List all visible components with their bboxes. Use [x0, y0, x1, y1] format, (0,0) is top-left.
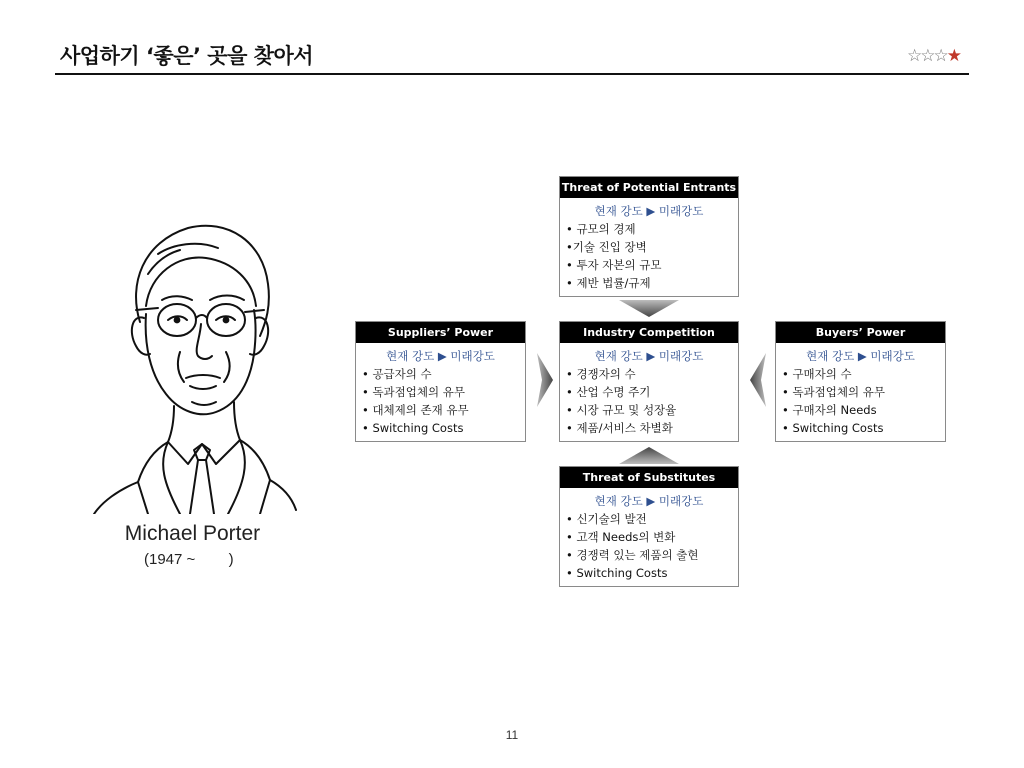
force-item: • 독과점업체의 유무	[782, 385, 885, 399]
force-item: • 경쟁력 있는 제품의 출현	[566, 548, 699, 562]
force-subtitle: 현재 강도 ▶ 미래강도	[386, 349, 495, 363]
force-item: • 제반 법률/규제	[566, 276, 651, 290]
force-box-buyers	[775, 321, 946, 442]
force-box-industry-competition	[559, 321, 739, 442]
force-box-suppliers	[355, 321, 526, 442]
person-years: (1947 ~ )	[144, 551, 234, 568]
arrow-up-icon	[619, 446, 679, 464]
force-subtitle: 현재 강도 ▶ 미래강도	[594, 349, 704, 363]
force-box-substitutes	[559, 466, 739, 587]
force-item: • Switching Costs	[566, 566, 668, 580]
force-item: • 투자 자본의 규모	[566, 258, 662, 272]
force-subtitle: 현재 강도 ▶ 미래강도	[594, 204, 704, 218]
star-empty-icon: ☆	[907, 46, 921, 66]
force-item: • 대체제의 존재 유무	[362, 403, 469, 417]
force-title: Threat of Potential Entrants	[560, 177, 738, 198]
force-item: • 공급자의 수	[362, 367, 432, 381]
page-number: 11	[505, 728, 519, 742]
slide-title: 사업하기 ‘좋은’ 곳을 찾아서	[60, 44, 314, 68]
star-empty-icon: ☆	[920, 46, 934, 66]
arrow-left-icon	[749, 353, 766, 407]
force-title: Industry Competition	[560, 322, 738, 343]
force-title: Suppliers’ Power	[356, 322, 525, 343]
force-item: • 경쟁자의 수	[566, 367, 636, 381]
force-item: •기술 진입 장벽	[566, 240, 647, 254]
title-divider	[55, 73, 969, 75]
force-item: • 구매자의 Needs	[782, 403, 877, 417]
star-filled-icon: ★	[946, 46, 960, 66]
force-subtitle: 현재 강도 ▶ 미래강도	[594, 494, 704, 508]
force-item: • Switching Costs	[782, 421, 884, 435]
force-item: • 신기술의 발전	[566, 512, 647, 526]
force-title: Buyers’ Power	[776, 322, 945, 343]
force-title: Threat of Substitutes	[560, 467, 738, 488]
star-rating	[907, 46, 960, 66]
force-item: • 제품/서비스 차별화	[566, 421, 673, 435]
arrow-right-icon	[537, 353, 554, 407]
force-item: • 고객 Needs의 변화	[566, 530, 676, 544]
portrait-illustration	[88, 214, 298, 514]
person-name: Michael Porter	[124, 522, 261, 545]
star-empty-icon: ☆	[933, 46, 947, 66]
force-item: • Switching Costs	[362, 421, 464, 435]
force-item: • 규모의 경제	[566, 222, 636, 236]
force-item: • 독과점업체의 유무	[362, 385, 465, 399]
force-item: • 구매자의 수	[782, 367, 852, 381]
force-item: • 시장 규모 및 성장율	[566, 403, 677, 417]
force-box-potential-entrants	[559, 176, 739, 297]
force-item: • 산업 수명 주기	[566, 385, 651, 399]
force-subtitle: 현재 강도 ▶ 미래강도	[806, 349, 915, 363]
arrow-down-icon	[619, 300, 679, 318]
